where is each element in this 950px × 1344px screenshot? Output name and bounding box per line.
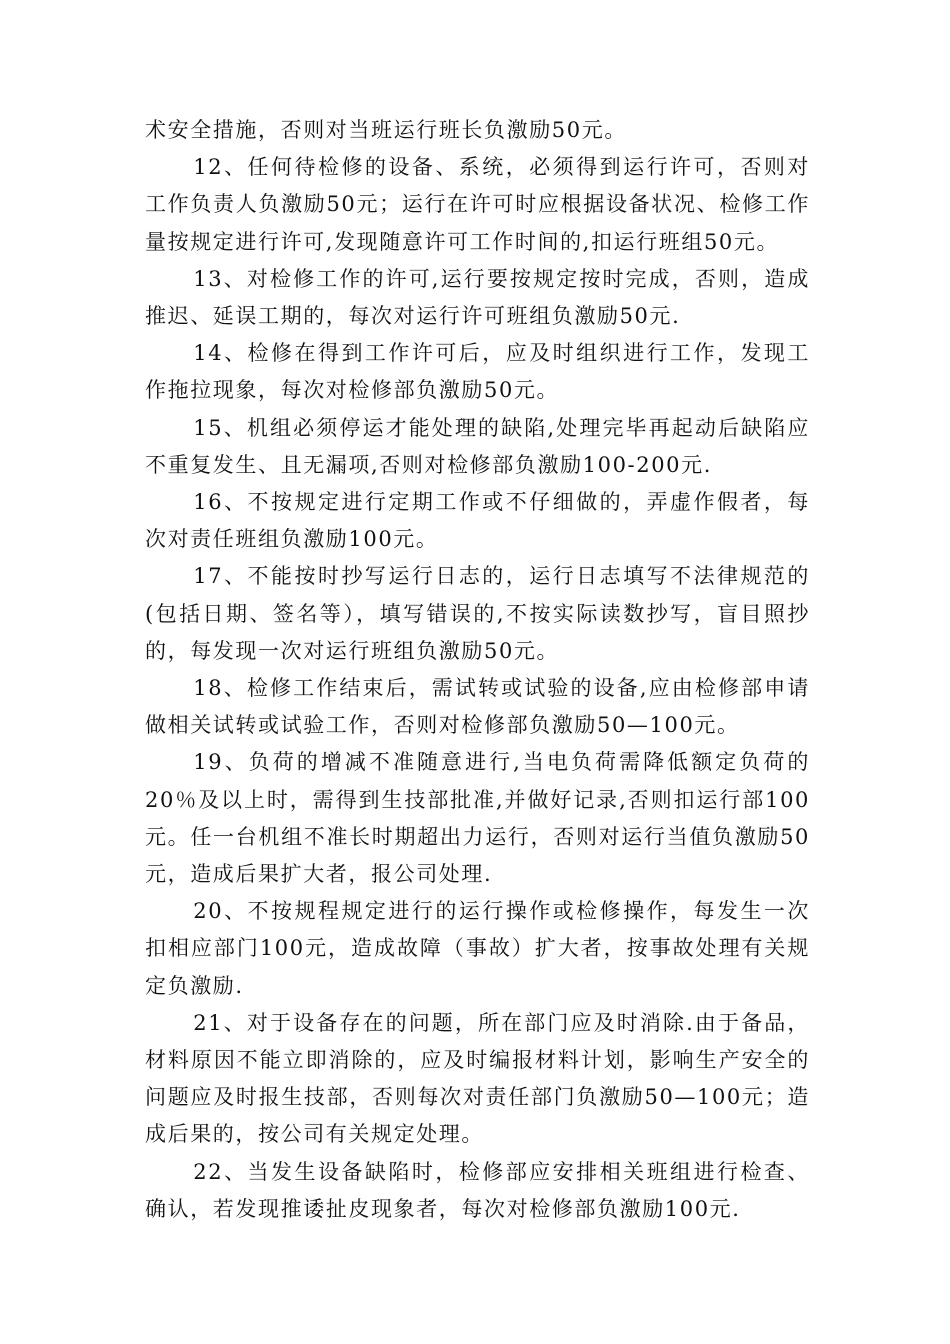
paragraph-continuation: 术安全措施，否则对当班运行班长负激励50元。 — [145, 118, 627, 142]
paragraph-item-16: 16、不按规定进行定期工作或不仔细做的，弄虚作假者，每次对责任班组负激励100元。 — [145, 490, 810, 552]
paragraph-item-18: 18、检修工作结束后，需试转或试验的设备,应由检修部申请做相关试转或试验工作，否则对检修部负激励50—100元。 — [145, 676, 810, 738]
paragraph-item-22: 22、当发生设备缺陷时，检修部应安排相关班组进行检查、确认，若发现推诿扯皮现象者，每次对检修部负激励100元. — [145, 1159, 810, 1221]
paragraph-item-13: 13、对检修工作的许可,运行要按规定按时完成，否则，造成推迟、延误工期的，每次对运行许可班组负激励50元. — [145, 266, 810, 329]
paragraph-item-19: 19、负荷的增减不准随意进行,当电负荷需降低额定负荷的20％及以上时，需得到生技部批准,并做好记录,否则扣运行部100元。任一台机组不准长时期超出力运行，否则对运行当值负激励50元，造成后果扩大者，报公司处理. — [145, 750, 810, 887]
paragraph-item-15: 15、机组必须停运才能处理的缺陷,处理完毕再起动后缺陷应不重复发生、且无漏项,否则对检修部负激励100-200元. — [145, 415, 810, 477]
paragraph-item-21: 21、对于设备存在的问题，所在部门应及时消除.由于备品，材料原因不能立即消除的，应及时编报材料计划，影响生产安全的问题应及时报生技部，否则每次对责任部门负激励50—100元；造成后果的，按公司有关规定处理。 — [145, 1010, 810, 1147]
document-body — [145, 112, 810, 1228]
paragraph-item-20: 20、不按规程规定进行的运行操作或检修操作，每发生一次扣相应部门100元，造成故障（事故）扩大者，按事故处理有关规定负激励. — [145, 899, 810, 998]
paragraph-item-12: 12、任何待检修的设备、系统，必须得到运行许可，否则对工作负责人负激励50元；运行在许可时应根据设备状况、检修工作量按规定进行许可,发现随意许可工作时间的,扣运行班组50元。 — [145, 155, 810, 254]
paragraph-item-14: 14、检修在得到工作许可后，应及时组织进行工作，发现工作拖拉现象，每次对检修部负激励50元。 — [145, 341, 810, 403]
paragraph-item-17: 17、不能按时抄写运行日志的，运行日志填写不法律规范的(包括日期、签名等），填写错误的,不按实际读数抄写，盲目照抄的，每发现一次对运行班组负激励50元。 — [145, 564, 810, 663]
